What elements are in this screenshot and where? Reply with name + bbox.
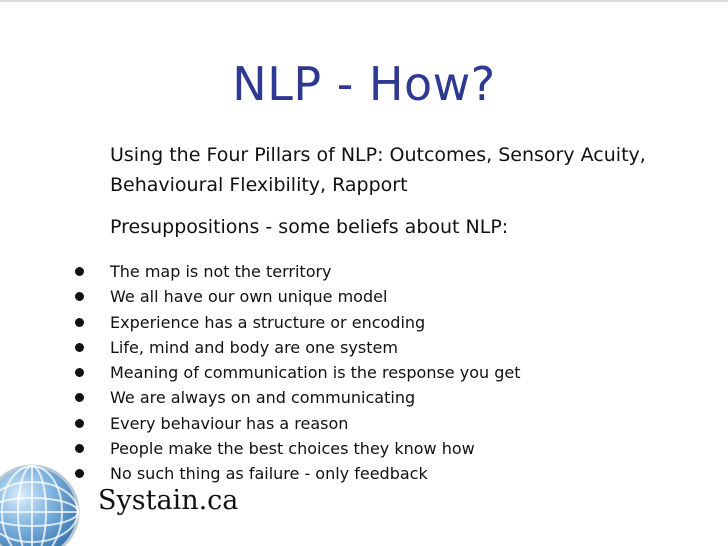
bullet-icon	[75, 368, 84, 377]
bullet-text: Meaning of communication is the response you get	[110, 363, 521, 383]
bullet-text: We all have our own unique model	[110, 287, 388, 307]
bullet-icon	[75, 292, 84, 301]
bullet-text: We are always on and communicating	[110, 388, 416, 408]
bullet-icon	[75, 393, 84, 402]
bullet-item	[75, 411, 675, 436]
presuppositions-heading: Presuppositions - some beliefs about NLP:	[110, 216, 509, 238]
bullet-item	[75, 310, 675, 335]
bullet-text: No such thing as failure - only feedback	[110, 464, 428, 484]
bullet-list	[75, 259, 675, 487]
bullet-item	[75, 284, 675, 309]
bullet-item	[75, 461, 675, 486]
bullet-text: Life, mind and body are one system	[110, 337, 398, 357]
bullet-text: The map is not the territory	[110, 262, 332, 281]
bullet-item	[75, 385, 675, 410]
bullet-text: Experience has a structure or encoding	[110, 312, 426, 332]
globe-icon	[0, 462, 82, 546]
bullet-icon	[75, 318, 84, 327]
bullet-text: People make the best choices they know how	[110, 439, 475, 459]
bullet-item	[75, 436, 675, 461]
bullet-icon	[75, 267, 84, 276]
bullet-item	[75, 335, 675, 360]
bullet-icon	[75, 419, 84, 428]
top-border	[0, 0, 728, 2]
bullet-item	[75, 360, 675, 385]
intro-text: Using the Four Pillars of NLP: Outcomes, Sensory Acuity, Behavioural Flexibility, Rapport	[110, 144, 646, 196]
bullet-icon	[75, 343, 84, 352]
bullet-item	[75, 259, 675, 284]
bullet-text: Every behaviour has a reason	[110, 413, 349, 433]
slide-title: NLP - How?	[232, 57, 496, 111]
bullet-icon	[75, 444, 84, 453]
logo-text: Systain.ca	[98, 485, 239, 516]
